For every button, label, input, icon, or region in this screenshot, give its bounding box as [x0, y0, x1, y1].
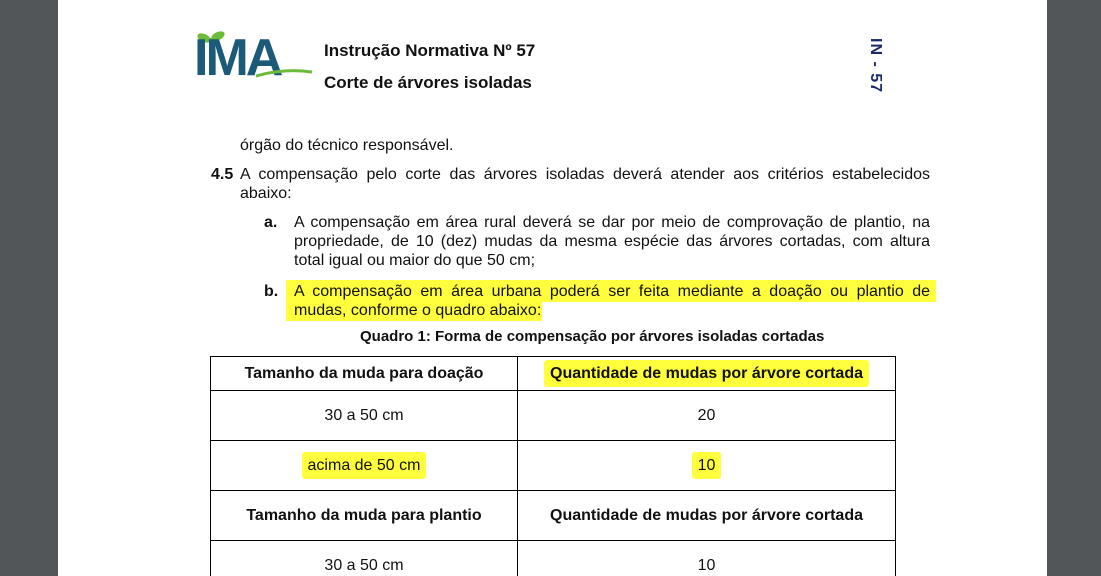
logo-swoosh — [256, 66, 312, 80]
table-row — [211, 391, 896, 441]
item-b-line-2: mudas, conforme o quadro abaixo: — [294, 302, 542, 319]
table-caption: Quadro 1: Forma de compensação por árvores isoladas cortadas — [360, 328, 825, 345]
table-cell: acima de 50 cm — [211, 441, 518, 491]
item-a-label: a. — [264, 214, 278, 231]
table-header-row — [211, 491, 896, 541]
table-row — [211, 441, 896, 491]
item-a-line-2: propriedade, de 10 (dez) mudas da mesma espécie das árvores cortadas, com altura — [294, 233, 930, 250]
table-header-cell: Tamanho da muda para doação — [211, 357, 518, 391]
section-line-2: abaixo: — [240, 185, 292, 202]
table-header-cell: Tamanho da muda para plantio — [211, 491, 518, 541]
item-b-line-1: A compensação em área urbana poderá ser feita mediante a doação ou plantio de — [294, 283, 930, 300]
table-cell: 10 — [518, 541, 896, 576]
table-cell: 30 a 50 cm — [211, 541, 518, 576]
compensation-table — [210, 356, 896, 576]
section-number: 4.5 — [211, 166, 234, 183]
table-cell: 30 a 50 cm — [211, 391, 518, 441]
table-header-cell: Quantidade de mudas por árvore cortada — [518, 357, 896, 391]
table-cell: 10 — [518, 441, 896, 491]
side-code: IN - 57 — [867, 38, 884, 94]
table-cell: 20 — [518, 391, 896, 441]
doc-title: Instrução Normativa Nº 57 — [324, 41, 536, 60]
table-row — [211, 541, 896, 576]
ima-logo — [194, 28, 310, 86]
item-a-line-3: total igual ou maior do que 50 cm; — [294, 252, 536, 269]
item-b-label: b. — [264, 283, 279, 300]
continuation-text: órgão do técnico responsável. — [240, 137, 454, 154]
section-line-1: A compensação pelo corte das árvores isoladas deverá atender aos critérios estabelecidos — [240, 166, 930, 183]
logo-text: IMA — [194, 29, 281, 87]
table-header-cell: Quantidade de mudas por árvore cortada — [518, 491, 896, 541]
table-header-row — [211, 357, 896, 391]
doc-subtitle: Corte de árvores isoladas — [324, 73, 532, 92]
document-page — [58, 0, 1047, 576]
item-a-line-1: A compensação em área rural deverá se dar por meio de comprovação de plantio, na — [294, 214, 930, 231]
